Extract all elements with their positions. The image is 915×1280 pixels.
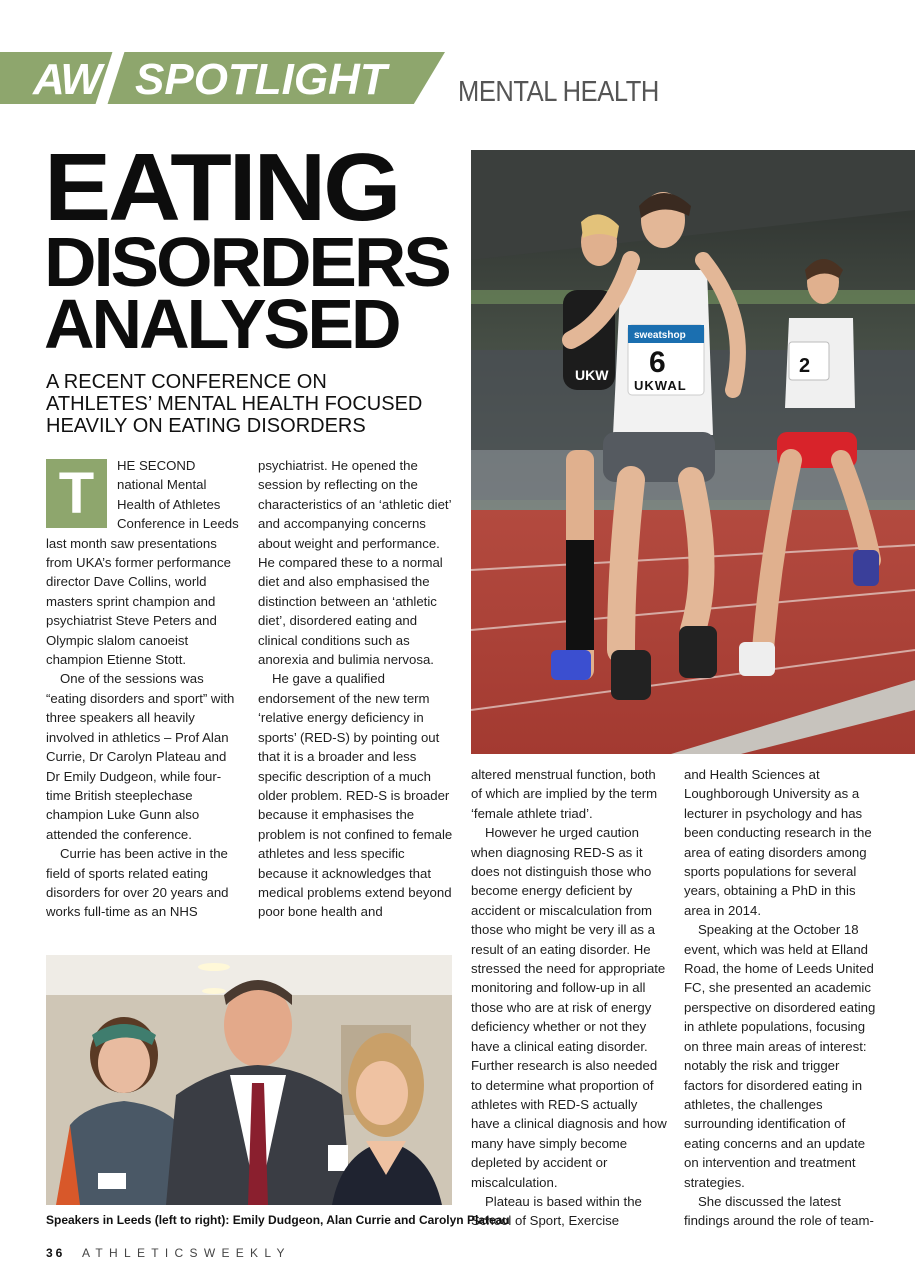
paragraph: Plateau is based within the School of Sport, Exercise — [471, 1193, 642, 1229]
standfirst — [46, 371, 456, 437]
photo-caption: Speakers in Leeds (left to right): Emily Dudgeon, Alan Currie and Carolyn Plateau — [46, 1213, 510, 1227]
race-photo-illustration — [471, 150, 915, 754]
headline-line-2: DISORDERS — [44, 223, 449, 301]
race-photo — [471, 150, 915, 754]
dropcap: T — [46, 459, 107, 528]
section-label: MENTAL HEALTH — [458, 76, 659, 108]
article-column-2 — [258, 456, 454, 922]
bib-sponsor: sweatshop — [634, 330, 686, 341]
paragraph: Speaking at the October 18 event, which was held at Elland Road, the home of Leeds United FC, she presented an academic perspective on disordered eating in athlete populations, focusing on three main areas of interest: notably the risk and trigger factors for disordered eating in athletes, the challenges surrounding identification of eating concerns and an update on intervention and treatment strategies. — [684, 922, 876, 1190]
speakers-photo-illustration — [46, 955, 452, 1205]
headline-line-1: EATING — [44, 134, 399, 241]
standfirst-line-3: HEAVILY ON EATING DISORDERS — [46, 415, 366, 437]
article-column-1 — [46, 456, 242, 922]
bib-left: UKW — [575, 367, 609, 383]
standfirst-line-2: ATHLETES’ MENTAL HEALTH FOCUSED — [46, 393, 423, 415]
paragraph: HE SECOND national Mental Health of Athletes Conference in Leeds last month saw presentations from UKA’s former performance director Dave Collins, world masters sprint champion and psychiatrist Steve Peters and Olympic slalom canoeist champion Etienne Stott. — [46, 458, 239, 668]
bib-main-number: 6 — [649, 346, 666, 379]
page-number: 36 — [46, 1246, 66, 1260]
paragraph: One of the sessions was “eating disorders and sport” with three speakers all heavily involved in athletics – Prof Alan Currie, Dr Carolyn Plateau and Dr Emily Dudgeon, while four-time British steeplechase champion Luke Gunn also attended the conference. — [46, 671, 235, 842]
headline-line-3: ANALYSED — [44, 285, 399, 363]
spotlight-label: SPOTLIGHT — [135, 55, 387, 104]
paragraph: altered menstrual function, both of which are implied by the term ‘female athlete triad’. — [471, 767, 658, 821]
bib-right-number: 2 — [799, 355, 811, 377]
article-column-4 — [684, 765, 880, 1231]
paragraph: and Health Sciences at Loughborough University as a lecturer in psychology and has been conducting research in the area of eating disorders among sports populations for several years, obtaining a PhD in this area in 2014. — [684, 767, 872, 918]
bib-main-club: UKWAL — [634, 378, 687, 393]
article-column-3 — [471, 765, 667, 1231]
paragraph: However he urged caution when diagnosing RED-S as it does not distinguish those who become energy deficient by accident or miscalculation from those who might be very ill as a result of an eating disorder. He stressed the need for appropriate monitoring and follow-up in all those who are at risk of energy deficiency whether or not they have a clinical eating disorder. Further research is also needed to determine what proportion of athletes with RED-S actually have a clinical diagnosis and how many have simply become depleted by accident or miscalculation. — [471, 825, 667, 1190]
paragraph: psychiatrist. He opened the session by reflecting on the characteristics of an ‘athletic diet’ and accompanying concerns about weight and performance. He compared these to a normal diet and also emphasised the distinction between an ‘athletic diet’, disordered eating and clinical conditions such as anorexia and bulimia nervosa. — [258, 458, 452, 668]
magazine-name: ATHLETICSWEEKLY — [82, 1246, 291, 1260]
speakers-photo — [46, 955, 452, 1205]
paragraph: Currie has been active in the field of sports related eating disorders for over 20 years and works full-time as an NHS — [46, 846, 229, 920]
paragraph: She discussed the latest findings around the role of team- — [684, 1193, 874, 1229]
brand-logo: AW — [33, 55, 100, 104]
standfirst-line-1: A RECENT CONFERENCE ON — [46, 371, 327, 393]
paragraph: He gave a qualified endorsement of the new term ‘relative energy deficiency in sports’ (RED-S) by pointing out that it is a broader and less specific description of a much older problem. RED-S is broader because it emphasises the problem is not confined to female athletes and less specific because it acknowledges that medical problems extend beyond poor bone health and — [258, 671, 453, 920]
